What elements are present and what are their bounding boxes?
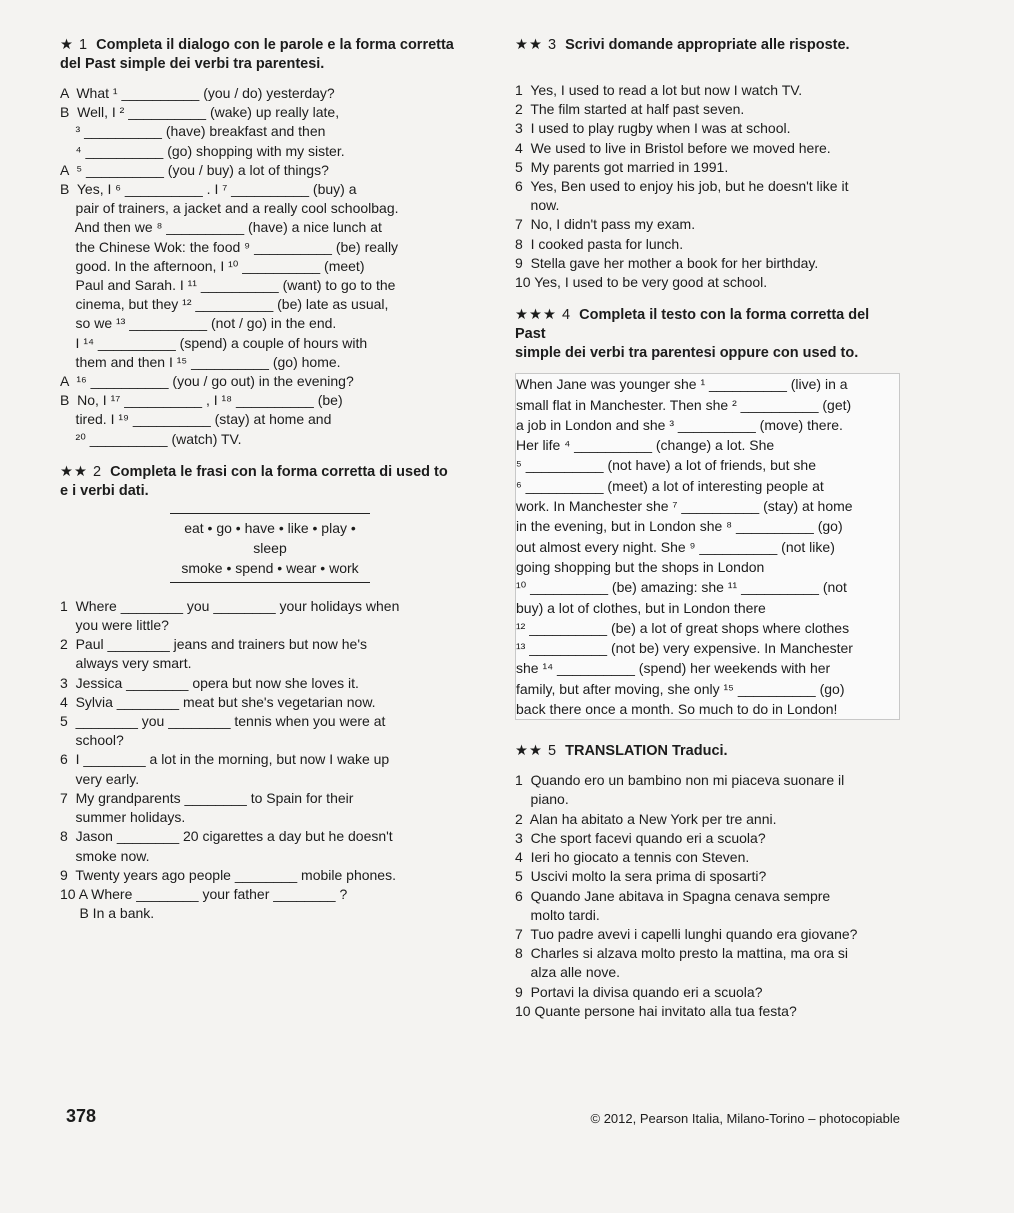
ex2-line: 10 A Where ________ your father ________ ? [60,885,348,902]
exercise-1-title: Completa il dialogo con le parole e la forma corretta [96,37,454,53]
ex4-line: work. In Manchester she ⁷ __________ (stay) at home [516,498,853,515]
exercise-5-title: TRANSLATION Traduci. [565,743,728,760]
ex4-line: small flat in Manchester. Then she ² __________ (get) [516,396,852,413]
ex1-line: B Yes, I ⁶ __________ . I ⁷ __________ (buy) a [60,181,357,198]
ex1-line: tired. I ¹⁹ __________ (stay) at home and [60,411,332,428]
ex4-line: in the evening, but in London she ⁸ __________ (go) [516,518,843,535]
ex3-line: 3 I used to play rugby when I was at school. [515,120,791,137]
ex1-line: ²⁰ __________ (watch) TV. [60,430,242,447]
exercise-1-header [60,36,480,74]
exercise-5-sentences [515,771,900,1021]
ex5-line: 7 Tuo padre avevi i capelli lunghi quando era giovane? [515,925,858,942]
exercise-2-stars: ★★ 2 [60,463,103,480]
ex3-line: 4 We used to live in Bristol before we moved here. [515,139,831,156]
ex1-line: ⁴ __________ (go) shopping with my sister. [60,142,345,159]
ex3-line: 6 Yes, Ben used to enjoy his job, but he doesn't like it [515,178,849,195]
exercise-3-answers [515,67,900,292]
ex3-line: 8 I cooked pasta for lunch. [515,235,684,252]
exercise-4-text [515,373,900,720]
ex2-line: 3 Jessica ________ opera but now she loves it. [60,674,359,691]
ex5-line: 3 Che sport facevi quando eri a scuola? [515,829,766,846]
exercise-1-dialogue [60,84,480,449]
ex5-line: 9 Portavi la divisa quando eri a scuola? [515,983,763,1000]
exercise-4-title: Completa il testo con la forma corretta del Past [515,307,870,343]
exercise-1-stars: ★ 1 [60,37,89,53]
ex5-line: 6 Quando Jane abitava in Spagna cenava sempre [515,887,831,904]
word-box-line-1: eat • go • have • like • play • sleep [184,519,356,556]
ex1-line: the Chinese Wok: the food ⁹ __________ (be) really [60,238,399,255]
ex1-line: A What ¹ __________ (you / do) yesterday? [60,85,335,101]
ex4-line: ¹³ __________ (not be) very expensive. In Manchester [516,640,853,657]
ex5-line: alza alle nove. [515,964,621,981]
exercise-3-title: Scrivi domande appropriate alle risposte. [565,37,850,53]
ex2-line: smoke now. [60,847,150,864]
ex1-line: B No, I ¹⁷ __________ , I ¹⁸ __________ (be) [60,392,343,409]
ex3-line: 10 Yes, I used to be very good at school. [515,274,768,291]
page-number: 378 [66,1106,97,1126]
ex4-line: ¹⁰ __________ (be) amazing: she ¹¹ __________ (not [516,579,847,596]
ex2-line: 5 ________ you ________ tennis when you were at [60,713,386,730]
exercise-3-header [515,36,900,55]
exercise-4-title-2: simple dei verbi tra parentesi oppure con used to. [515,345,859,362]
ex3-line: 1 Yes, I used to read a lot but now I watch TV. [515,82,803,98]
exercise-4-header [515,306,900,363]
ex1-line: Paul and Sarah. I ¹¹ __________ (want) to go to the [60,277,396,294]
ex1-line: good. In the afternoon, I ¹⁰ __________ (meet) [60,257,365,274]
right-column [515,36,900,1021]
exercise-5-stars: ★★ 5 [515,743,558,760]
ex4-line: she ¹⁴ __________ (spend) her weekends with her [516,660,831,677]
ex2-line: 8 Jason ________ 20 cigarettes a day but he doesn't [60,828,393,845]
ex4-line: going shopping but the shops in London [516,558,765,575]
ex3-line: now. [515,197,560,214]
ex1-line: pair of trainers, a jacket and a really cool schoolbag. [60,200,399,217]
ex4-line: a job in London and she ³ __________ (move) there. [516,416,843,433]
ex5-line: 8 Charles si alzava molto presto la mattina, ma ora si [515,945,849,962]
ex3-line: 2 The film started at half past seven. [515,101,745,118]
ex2-line: B In a bank. [60,905,155,922]
exercise-2-sentences [60,597,480,923]
left-column [60,36,480,923]
exercise-3-stars: ★★ 3 [515,37,558,53]
ex4-line: When Jane was younger she ¹ __________ (live) in a [516,376,848,393]
ex3-line: 5 My parents got married in 1991. [515,158,729,175]
exercise-2-title-2: e i verbi dati. [60,482,149,499]
ex1-line: ³ __________ (have) breakfast and then [60,123,326,140]
exercise-4-stars: ★★★ 4 [515,307,572,324]
ex1-line: And then we ⁸ __________ (have) a nice lunch at [60,219,382,236]
ex1-line: A ⁵ __________ (you / buy) a lot of things? [60,161,329,178]
exercise-2-header [60,463,480,501]
word-box [170,513,370,583]
ex2-line: 9 Twenty years ago people ________ mobile phones. [60,866,396,883]
ex5-line: molto tardi. [515,906,600,923]
word-box-line-2: smoke • spend • wear • work [181,559,359,576]
ex2-line: 2 Paul ________ jeans and trainers but now he's [60,636,368,653]
copyright-notice: © 2012, Pearson Italia, Milano-Torino – photocopiable [590,1111,900,1126]
ex2-line: always very smart. [60,655,192,672]
ex1-line: them and then I ¹⁵ __________ (go) home. [60,353,341,370]
ex5-line: 1 Quando ero un bambino non mi piaceva suonare il [515,772,845,789]
ex4-line: buy) a lot of clothes, but in London there [516,599,766,616]
ex3-line: 7 No, I didn't pass my exam. [515,216,696,233]
ex2-line: 7 My grandparents ________ to Spain for their [60,789,354,806]
ex4-line: family, but after moving, she only ¹⁵ __________ (go) [516,680,845,697]
ex4-line: ⁶ __________ (meet) a lot of interesting people at [516,477,824,494]
ex1-line: so we ¹³ __________ (not / go) in the end. [60,315,337,332]
ex4-line: ¹² __________ (be) a lot of great shops where clothes [516,619,850,636]
ex4-line: ⁵ __________ (not have) a lot of friends, but she [516,457,817,474]
ex2-line: very early. [60,770,140,787]
ex5-line: 2 Alan ha abitato a New York per tre anni. [515,810,777,827]
ex4-line: out almost every night. She ⁹ __________ (not like) [516,538,835,555]
ex2-line: you were little? [60,617,169,634]
ex1-line: B Well, I ² __________ (wake) up really late, [60,104,340,121]
exercise-5-header [515,742,900,761]
ex4-line: back there once a month. So much to do in London! [516,700,838,717]
ex5-line: 10 Quante persone hai invitato alla tua festa? [515,1002,797,1019]
exercise-1-title-2: del Past simple dei verbi tra parentesi. [60,56,325,72]
ex5-line: 5 Uscivi molto la sera prima di sposarti? [515,868,767,885]
ex5-line: 4 Ieri ho giocato a tennis con Steven. [515,849,750,866]
ex1-line: I ¹⁴ __________ (spend) a couple of hours with [60,334,368,351]
ex2-line: school? [60,732,124,749]
ex1-line: A ¹⁶ __________ (you / go out) in the evening? [60,373,354,390]
ex2-line: summer holidays. [60,809,186,826]
ex3-line: 9 Stella gave her mother a book for her birthday. [515,254,819,271]
ex2-line: 4 Sylvia ________ meat but she's vegetarian now. [60,693,376,710]
ex4-line: Her life ⁴ __________ (change) a lot. She [516,437,775,454]
ex1-line: cinema, but they ¹² __________ (be) late as usual, [60,296,389,313]
exercise-2-title: Completa le frasi con la forma corretta di used to [110,463,448,480]
ex2-line: 6 I ________ a lot in the morning, but now I wake up [60,751,390,768]
ex2-line: 1 Where ________ you ________ your holidays when [60,597,400,614]
ex5-line: piano. [515,791,569,808]
